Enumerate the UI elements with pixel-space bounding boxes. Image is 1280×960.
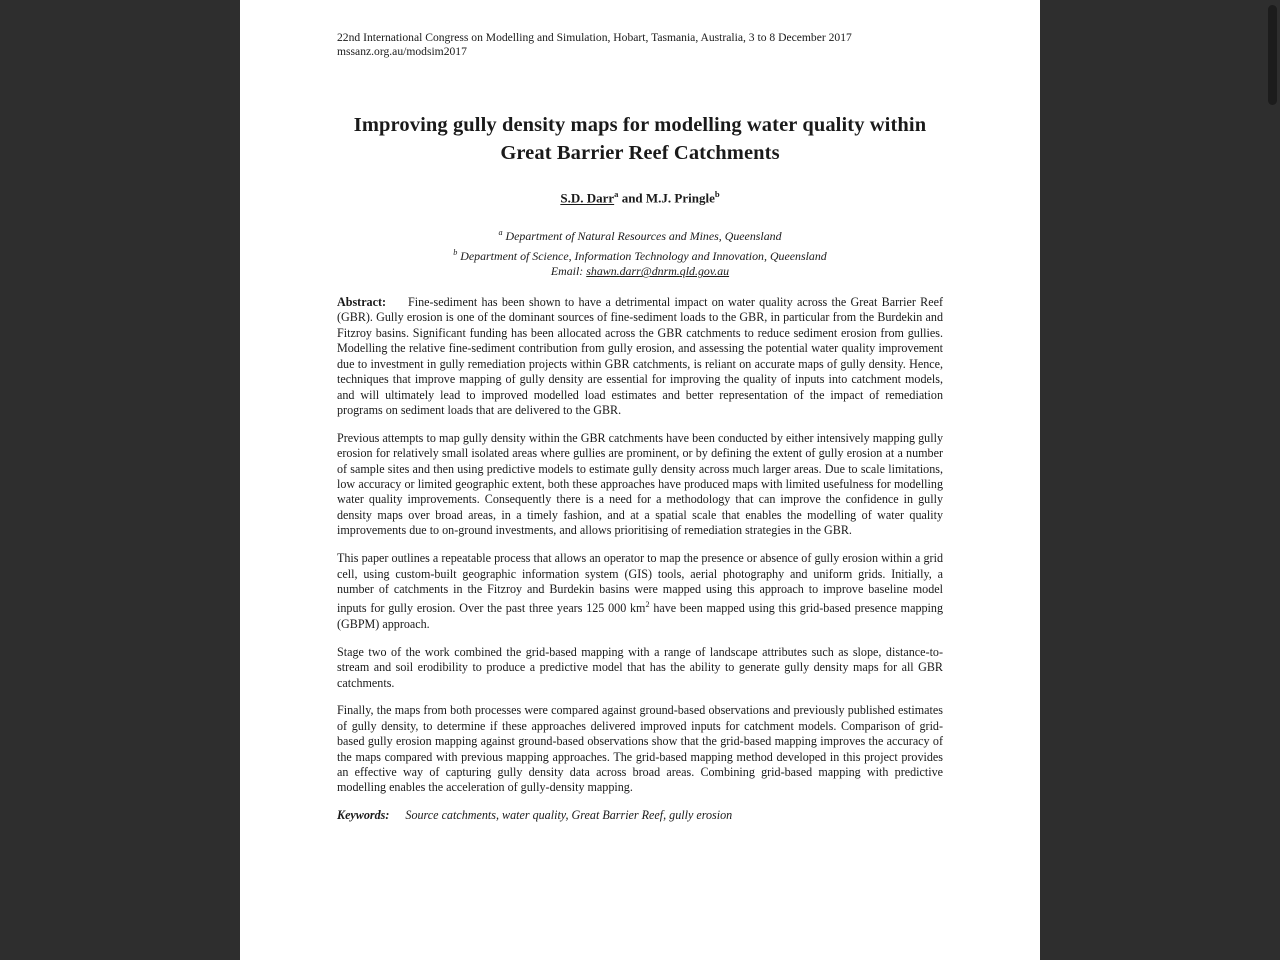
page-title: Improving gully density maps for modelling water quality within Great Barrier Reef Catchments [353,114,927,165]
email-line [337,264,943,280]
abstract-paragraph-3-text-part1: This paper outlines a repeatable process that allows an operator to map the presence or absence of gully erosion within a grid cell, using custom-built geographic information system (GIS) tools, aerial photography and uniform grids. Initially, a number of catchments in the Fitzroy and Burdekin basins were mapped using this approach to improve baseline model inputs for gully erosion. Over the past three years 125 000 km [337,551,943,616]
square-unit-superscript: 2 [645,600,650,610]
conference-header-line-1: 22nd International Congress on Modelling and Simulation, Hobart, Tasmania, Australia, 3 to 8 December 2017 [337,31,852,44]
affiliation-marker-b: b [453,247,458,257]
author-conjunction: and [618,190,646,206]
author-line [337,167,943,206]
conference-header [337,31,943,59]
affiliation-marker-a: a [498,227,503,237]
abstract-paragraph-1-text: Fine-sediment has been shown to have a detrimental impact on water quality across the Great Barrier Reef (GBR). Gully erosion is one of the dominant sources of fine-sediment loads to the GBR, in particular from the Burdekin and Fitzroy basins. Significant funding has been allocated across the GBR catchments to reduce sediment erosion from gullies. Modelling the relative fine-sediment contribution from gully erosion, and assessing the potential water quality improvement due to investment in gully remediation projects within GBR catchments, is reliant on accurate maps of gully density. Hence, techniques that improve mapping of gully density are essential for improving the quality of inputs into catchment models, and will ultimately lead to improved modelled load estimates and better representation of the impact of remediation programs on sediment loads that are delivered to the GBR. [337,295,943,417]
keywords-section [337,796,943,823]
abstract-paragraph-5: Finally, the maps from both processes were compared against ground-based observations and previously published estimates of gully density, to determine if these approaches delivered improved inputs for catchment models. Comparison of grid-based gully erosion mapping against ground-based observations show that the grid-based mapping improves the accuracy of the maps compared with previous mapping approaches. The grid-based mapping method developed in this project provides an effective way of capturing gully density data across broad areas. Combining grid-based mapping with predictive modelling enables the acceleration of gully-density mapping. [337,703,943,795]
email-label: Email: [550,264,584,279]
affiliation-a-text: Department of Natural Resources and Mines, Queensland [505,228,782,243]
document-page [240,0,1040,960]
conference-header-line-2: mssanz.org.au/modsim2017 [337,45,467,59]
affiliation-a [337,225,943,245]
abstract-paragraph-3 [337,551,943,645]
affiliation-b-text: Department of Science, Information Technology and Innovation, Queensland [460,248,827,263]
abstract-label: Abstract: [337,295,387,310]
affiliation-b [337,245,943,265]
keywords-text: Source catchments, water quality, Great Barrier Reef, gully erosion [405,807,733,822]
vertical-scrollbar-thumb[interactable] [1268,5,1277,105]
keywords-label: Keywords: [337,807,390,822]
abstract-paragraph-2: Previous attempts to map gully density within the GBR catchments have been conducted by either intensively mapping gully erosion for relatively small isolated areas where gullies are prominent, or by defining the extent of gully erosion at a number of sample sites and then using predictive models to estimate gully density across much larger areas. Due to scale limitations, low accuracy or limited geographic extent, both these approaches have produced maps with limited usefulness for modelling water quality improvements. Consequently there is a need for a methodology that can improve the confidence in gully density maps over broad areas, in a timely fashion, and at a spatial scale that enables the modelling of water quality improvements due to on-ground investments, and allows prioritising of remediation strategies in the GBR. [337,430,943,538]
author-name-primary: S.D. Darr [560,190,615,206]
page-canvas [240,0,1040,823]
affiliations-block [337,207,943,280]
author-affiliation-marker-b: b [714,189,720,200]
abstract-paragraph-3-text-part2: have been mapped using this grid-based presence mapping (GBPM) approach. [337,601,943,631]
author-name-secondary: M.J. Pringle [645,190,715,206]
email-link[interactable]: shawn.darr@dnrm.qld.gov.au [586,264,730,279]
vertical-scrollbar-track[interactable] [1266,0,1280,960]
abstract-paragraph-1 [337,295,943,431]
author-affiliation-marker-a: a [614,189,619,200]
page-content [337,0,943,823]
abstract-paragraph-4: Stage two of the work combined the grid-based mapping with a range of landscape attributes such as slope, distance-to-stream and soil erodibility to produce a predictive model that has the ability to generate gully density maps for all GBR catchments. [337,644,943,690]
abstract-section [337,280,943,796]
